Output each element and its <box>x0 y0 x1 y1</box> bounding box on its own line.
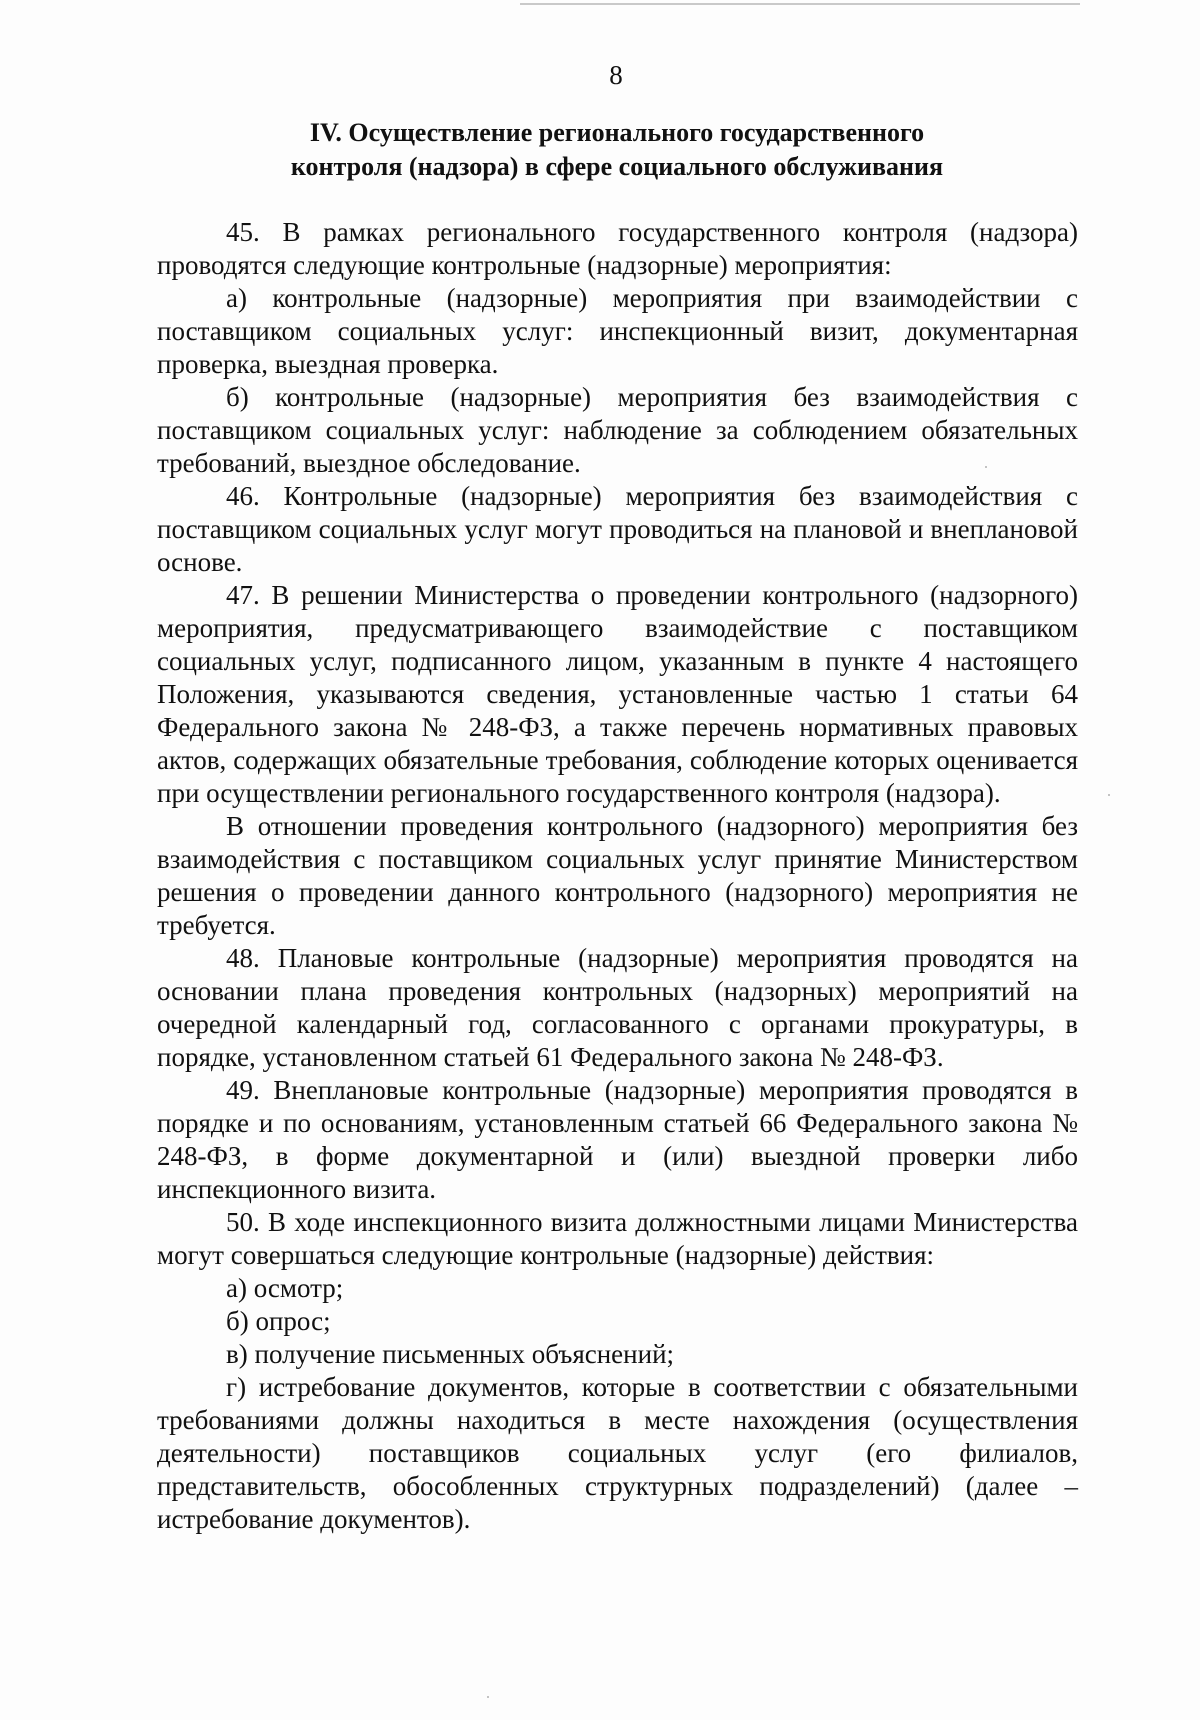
paragraph-50-b: б) опрос; <box>226 1306 331 1336</box>
scan-speck <box>1108 794 1110 796</box>
section-heading-line-1: IV. Осуществление регионального государственного <box>309 118 925 147</box>
paragraph-50: 50. В ходе инспекционного визита должностными лицами Министерства могут совершаться следующие контрольные (надзорные) действия: <box>157 1207 1078 1270</box>
paragraph-49: 49. Внеплановые контрольные (надзорные) мероприятия проводятся в порядке и по основаниям, установленным статьей 66 Федерального закона № 248-ФЗ, в форме документарной и (или) выездной проверки либо инспекционного визита. <box>157 1075 1078 1204</box>
paragraph-47-continued: В отношении проведения контрольного (надзорного) мероприятия без взаимодействия с поставщиком социальных услуг принятие Министерством решения о проведении данного контрольного (надзорного) мероприятия не требуется. <box>157 811 1078 940</box>
section-heading-line-2: контроля (надзора) в сфере социального обслуживания <box>290 152 944 181</box>
scan-edge-line <box>520 3 1080 5</box>
paragraph-46: 46. Контрольные (надзорные) мероприятия без взаимодействия с поставщиком социальных услуг могут проводиться на плановой и внеплановой основе. <box>157 481 1078 577</box>
page-number: 8 <box>609 60 623 90</box>
scan-speck <box>487 1696 489 1698</box>
paragraph-50-g: г) истребование документов, которые в соответствии с обязательными требованиями должны находиться в месте нахождения (осуществления деятельности) поставщиков социальных услуг (его филиалов, представительств, обособленных структурных подразделений) (далее – истребование документов). <box>157 1372 1078 1534</box>
section-heading <box>150 116 1084 184</box>
paragraph-45-b: б) контрольные (надзорные) мероприятия без взаимодействия с поставщиком социальных услуг: наблюдение за соблюдением обязательных требований, выездное обследование. <box>157 382 1078 478</box>
paragraph-50-a: а) осмотр; <box>226 1273 344 1303</box>
document-body <box>157 216 1078 1536</box>
paragraph-45-a: а) контрольные (надзорные) мероприятия при взаимодействии с поставщиком социальных услуг: инспекционный визит, документарная проверка, выездная проверка. <box>157 283 1078 379</box>
paragraph-47: 47. В решении Министерства о проведении контрольного (надзорного) мероприятия, предусматривающего взаимодействие с поставщиком социальных услуг, подписанного лицом, указанным в пункте 4 настоящего Положения, указываются сведения, установленные частью 1 статьи 64 Федерального закона № 248-ФЗ, а также перечень нормативных правовых актов, содержащих обязательные требования, соблюдение которых оценивается при осуществлении регионального государственного контроля (надзора). <box>157 580 1078 808</box>
paragraph-50-v: в) получение письменных объяснений; <box>226 1339 675 1369</box>
paragraph-48: 48. Плановые контрольные (надзорные) мероприятия проводятся на основании плана проведения контрольных (надзорных) мероприятий на очередной календарный год, согласованного с органами прокуратуры, в порядке, установленном статьей 61 Федерального закона № 248-ФЗ. <box>157 943 1078 1072</box>
scan-speck <box>985 466 987 468</box>
paragraph-45: 45. В рамках регионального государственного контроля (надзора) проводятся следующие контрольные (надзорные) мероприятия: <box>157 217 1078 280</box>
